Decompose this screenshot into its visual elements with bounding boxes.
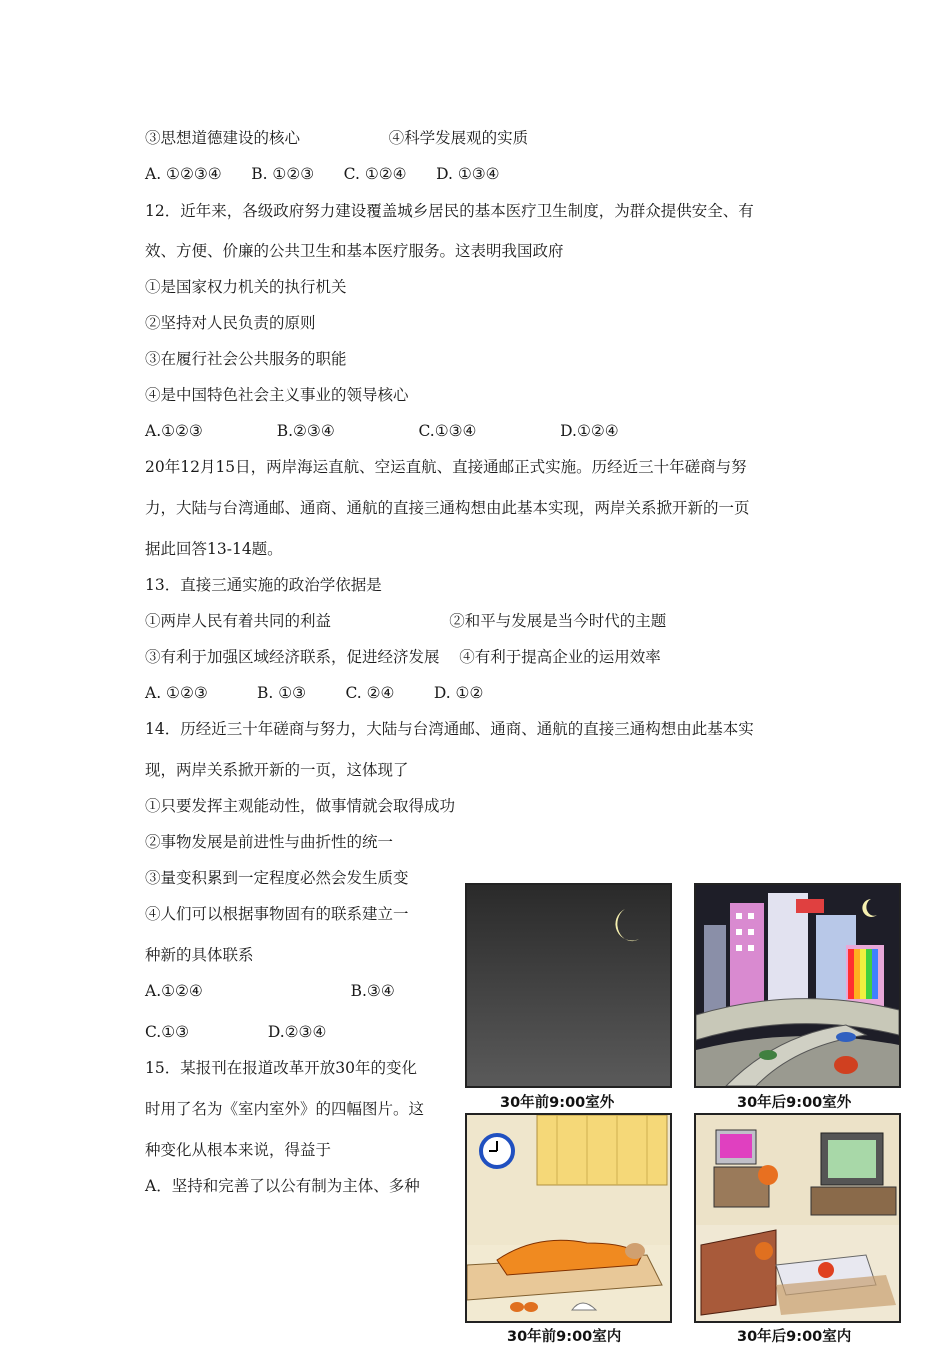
- question-14-option-3: ③量变积累到一定程度必然会发生质变: [145, 869, 409, 887]
- question-13-stem: 13．直接三通实施的政治学依据是: [145, 576, 382, 594]
- question-15-option-a: A．坚持和完善了以公有制为主体、多种: [145, 1177, 420, 1195]
- answer-options-12: A.①②③ B.②③④ C.①③④ D.①②④: [145, 422, 619, 440]
- question-14-option-1: ①只要发挥主观能动性，做事情就会取得成功: [145, 797, 456, 815]
- passage-line-2: 力，大陆与台湾通邮、通商、通航的直接三通构想由此基本实现，两岸关系掀开新的一页: [145, 499, 750, 517]
- question-14-option-4b: 种新的具体联系: [145, 946, 254, 964]
- question-15-line-3: 种变化从根本来说，得益于: [145, 1141, 332, 1159]
- question-12-option-1: ①是国家权力机关的执行机关: [145, 278, 347, 296]
- answer-options-11: A. ①②③④ B. ①②③ C. ①②④ D. ①③④: [145, 165, 500, 183]
- caption-after-outdoor: 30年后9:00室外: [737, 1095, 852, 1111]
- question-12-option-4: ④是中国特色社会主义事业的领导核心: [145, 386, 409, 404]
- panel-after-indoor: [694, 1113, 901, 1323]
- question-15-line-2: 时用了名为《室内室外》的四幅图片。这: [145, 1100, 425, 1118]
- question-14-option-2: ②事物发展是前进性与曲折性的统一: [145, 833, 394, 851]
- answer-options-14b: C.①③ D.②③④: [145, 1023, 327, 1041]
- question-15-line-1: 15．某报刊在报道改革开放30年的变化: [145, 1059, 417, 1077]
- question-14-line-2: 现，两岸关系掀开新的一页，这体现了: [145, 761, 409, 779]
- passage-line-1: 20年12月15日，两岸海运直航、空运直航、直接通邮正式实施。历经近三十年磋商与努: [145, 458, 747, 476]
- caption-before-indoor: 30年前9:00室内: [507, 1329, 622, 1345]
- question-13-option-3-4: ③有利于加强区域经济联系，促进经济发展 ④有利于提高企业的运用效率: [145, 648, 661, 666]
- answer-options-13: A. ①②③ B. ①③ C. ②④ D. ①②: [145, 684, 484, 702]
- text-line-1: ③思想道德建设的核心 ④科学发展观的实质: [145, 129, 529, 147]
- question-14-line-1: 14．历经近三十年磋商与努力，大陆与台湾通邮、通商、通航的直接三通构想由此基本实: [145, 720, 754, 738]
- question-12-option-3: ③在履行社会公共服务的职能: [145, 350, 347, 368]
- panel-after-outdoor: [694, 883, 901, 1088]
- question-12-option-2: ②坚持对人民负责的原则: [145, 314, 316, 332]
- caption-after-indoor: 30年后9:00室内: [737, 1329, 852, 1345]
- question-13-option-1-2: ①两岸人民有着共同的利益 ②和平与发展是当今时代的主题: [145, 612, 667, 630]
- caption-before-outdoor: 30年前9:00室外: [500, 1095, 615, 1111]
- panel-before-indoor: [465, 1113, 672, 1323]
- panel-before-outdoor: [465, 883, 672, 1088]
- question-12-line-2: 效、方便、价廉的公共卫生和基本医疗服务。这表明我国政府: [145, 242, 564, 260]
- answer-options-14a: A.①②④ B.③④: [145, 982, 395, 1000]
- question-12-line-1: 12．近年来，各级政府努力建设覆盖城乡居民的基本医疗卫生制度，为群众提供安全、有: [145, 202, 754, 220]
- question-14-option-4a: ④人们可以根据事物固有的联系建立一: [145, 905, 409, 923]
- passage-line-3: 据此回答13-14题。: [145, 540, 283, 558]
